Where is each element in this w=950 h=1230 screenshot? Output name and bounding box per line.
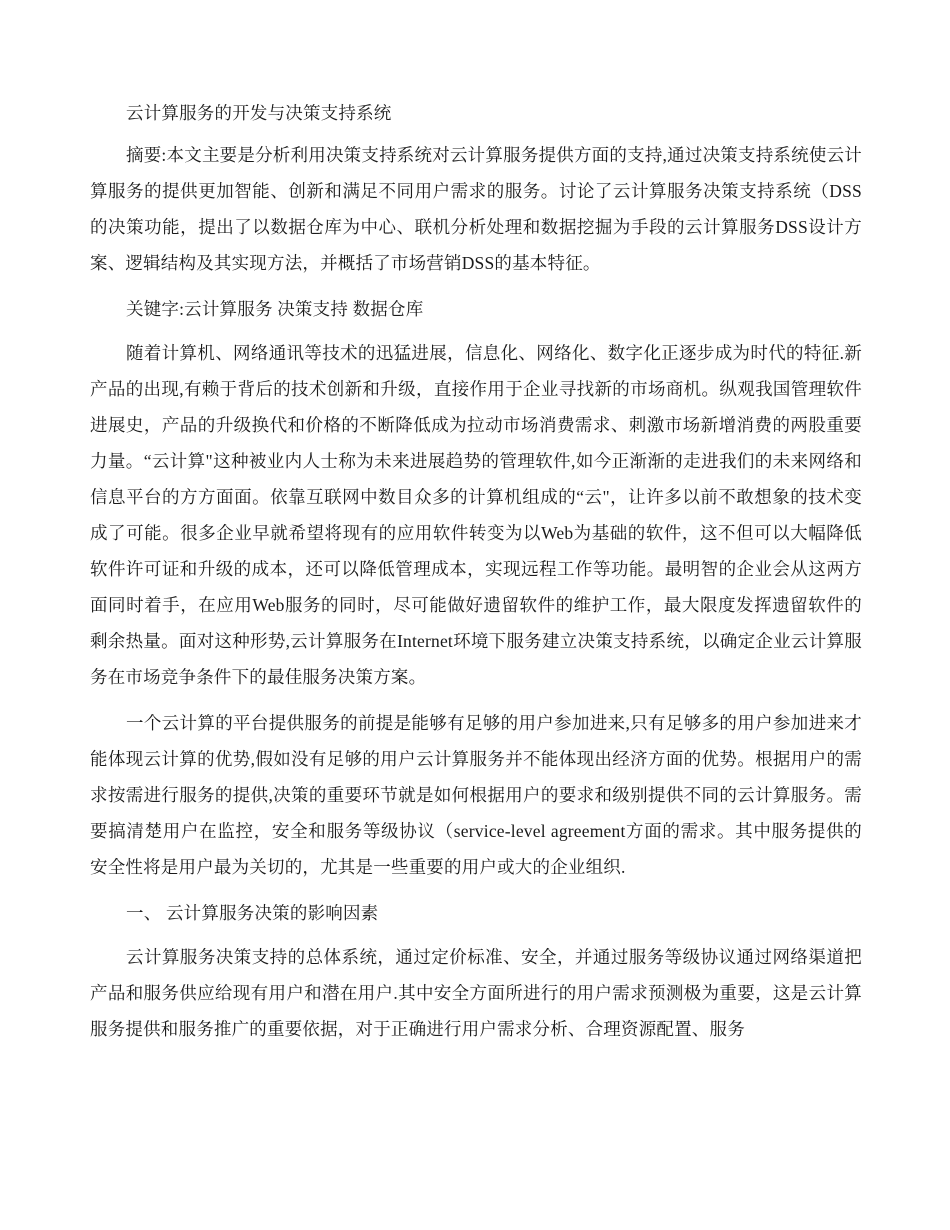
document-title: 云计算服务的开发与决策支持系统 [126,103,392,123]
keywords-line: 关键字:云计算服务 决策支持 数据仓库 [126,299,424,319]
body-paragraph-3: 云计算服务决策支持的总体系统，通过定价标准、安全，并通过服务等级协议通过网络渠道把产品和服务供应给现有用户和潜在用户.其中安全方面所进行的用户需求预测极为重要，这是云计算服务提供和服务推广的重要依据，对于正确进行用户需求分析、合理资源配置、服务 [90,947,862,1039]
body-paragraph-1: 随着计算机、网络通讯等技术的迅猛进展，信息化、网络化、数字化正逐步成为时代的特征.新产品的出现,有赖于背后的技术创新和升级，直接作用于企业寻找新的市场商机。纵观我国管理软件进展史，产品的升级换代和价格的不断降低成为拉动市场消费需求、刺激市场新增消费的两股重要力量。“云计算"这种被业内人士称为未来进展趋势的管理软件,如今正渐渐的走进我们的未来网络和信息平台的方方面面。依靠互联网中数目众多的计算机组成的“云"，让许多以前不敢想象的技术变成了可能。很多企业早就希望将现有的应用软件转变为以Web为基础的软件，这不但可以大幅降低软件许可证和升级的成本，还可以降低管理成本，实现远程工作等功能。最明智的企业会从这两方面同时着手，在应用Web服务的同时，尽可能做好遗留软件的维护工作，最大限度发挥遗留软件的剩余热量。面对这种形势,云计算服务在Internet环境下服务建立决策支持系统，以确定企业云计算服务在市场竞争条件下的最佳服务决策方案。 [90,343,862,687]
section-heading-1: 一、 云计算服务决策的影响因素 [126,903,379,923]
abstract-paragraph: 摘要:本文主要是分析利用决策支持系统对云计算服务提供方面的支持,通过决策支持系统使云计算服务的提供更加智能、创新和满足不同用户需求的服务。讨论了云计算服务决策支持系统（DSS的决策功能，提出了以数据仓库为中心、联机分析处理和数据挖掘为手段的云计算服务DSS设计方案、逻辑结构及其实现方法，并概括了市场营销DSS的基本特征。 [90,145,862,273]
body-paragraph-2: 一个云计算的平台提供服务的前提是能够有足够的用户参加进来,只有足够多的用户参加进来才能体现云计算的优势,假如没有足够的用户云计算服务并不能体现出经济方面的优势。根据用户的需求按需进行服务的提供,决策的重要环节就是如何根据用户的要求和级别提供不同的云计算服务。需要搞清楚用户在监控，安全和服务等级协议（service-level agreement方面的需求。其中服务提供的安全性将是用户最为关切的，尤其是一些重要的用户或大的企业组织. [90,713,862,877]
document-page [90,95,862,1057]
